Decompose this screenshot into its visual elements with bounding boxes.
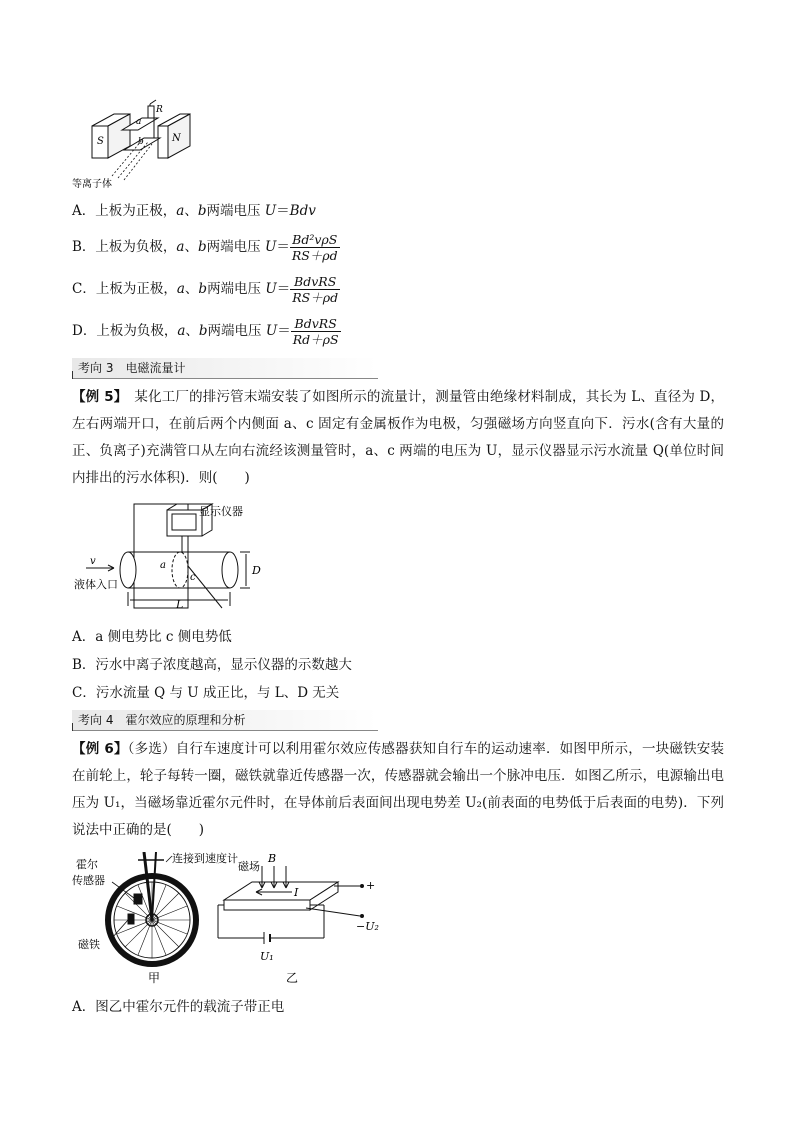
magnet-label: 磁铁 (78, 938, 100, 951)
d-label: D (252, 564, 261, 577)
u2-label: −U₂ (356, 920, 379, 933)
q5-option-c: C．污水流量 Q 与 U 成正比，与 L、D 无关 (72, 685, 340, 701)
v-label: v (90, 556, 96, 567)
q4-option-c: C．上板为正极，a、b两端电压 U＝ $\frac{\text{BdvRS}}{RS+\rho d}$ (72, 274, 339, 305)
flow-meter-figure (72, 496, 272, 618)
a-label: a (136, 117, 142, 127)
i-label: I (294, 886, 299, 899)
header-tick (72, 723, 73, 731)
example-6-tag: 【例 6】 (72, 741, 128, 757)
q4-option-d: D．上板为负极，a、b两端电压 U＝ $\frac{\text{BdvRS}}{Rd+\rho S}$ (72, 316, 339, 347)
hall-effect-figure (72, 852, 392, 992)
l-label: L (176, 598, 184, 611)
b-label: b (138, 137, 144, 147)
plasma-caption: 等离子体 (72, 179, 112, 190)
u1-label: U₁ (260, 950, 274, 963)
example-5-text: 某化工厂的排污管末端安装了如图所示的流量计，测量管由绝缘材料制成，其长为 L、直径为 D，左右两端开口，在前后两个内侧面 a、c 固定有金属板作为电极，匀强磁场方向竖直向下．污水(含有大量的正、负离子)充满管口从左向右流经该测量管时，a、c 两端的电压为 U，显示仪器显示污水流量 Q(单位时间内排出的污水体积)．则( ) (72, 389, 725, 486)
hall-sensor-label-2: 传感器 (72, 874, 105, 887)
a-label: a (160, 560, 166, 571)
q6-option-a: A．图乙中霍尔元件的载流子带正电 (72, 999, 285, 1015)
fraction: $\frac{\text{BdvRS}}{Rd+\rho S}$ (292, 316, 339, 347)
c-label: c (190, 572, 196, 583)
section-3-title: 考向 3 电磁流量计 (78, 361, 186, 375)
hall-sensor-label-1: 霍尔 (76, 858, 98, 871)
b-label: B (268, 852, 277, 865)
plus-label: + (366, 879, 376, 892)
q4-option-b: B．上板为负极，a、b两端电压 U＝ $\frac{\text{Bd²vρS}}{RS+\rho d}$ (72, 232, 338, 263)
display-label: 显示仪器 (199, 505, 243, 518)
q5-option-a: A．a 侧电势比 c 侧电势低 (72, 629, 232, 645)
example-6-stem (72, 736, 724, 844)
field-label: 磁场 (238, 860, 260, 873)
section-4-header (72, 710, 378, 731)
fraction: $\frac{\text{Bd²vρS}}{RS+\rho d}$ (291, 232, 338, 263)
connect-label: 连接到速度计 (172, 852, 238, 865)
caption-jia: 甲 (148, 971, 161, 985)
q4-option-a: A．上板为正极，a、b两端电压 U＝Bdv (72, 203, 316, 219)
section-4-title: 考向 4 霍尔效应的原理和分析 (78, 713, 246, 727)
example-6-text: （多选）自行车速度计可以利用霍尔效应传感器获知自行车的运动速率．如图甲所示，一块磁铁安装在前轮上，轮子每转一圈，磁铁就靠近传感器一次，传感器就会输出一个脉冲电压．如图乙所示，电源输出电压为 U₁，当磁场靠近霍尔元件时，在导体前后表面间出现电势差 U₂(前表面的电势低于后表面的电势)．下列说法中正确的是( ) (72, 741, 725, 838)
s-label: S (97, 136, 104, 147)
q5-option-b: B．污水中离子浓度越高，显示仪器的示数越大 (72, 657, 352, 673)
example-5-stem (72, 384, 724, 492)
example-5-tag: 【例 5】 (72, 389, 121, 405)
plasma-generator-figure (72, 96, 202, 192)
r-label: R (156, 105, 163, 115)
fraction: $\frac{\text{BdvRS}}{RS+\rho d}$ (292, 274, 339, 305)
inlet-label: 液体入口 (74, 578, 118, 591)
caption-yi: 乙 (286, 971, 299, 985)
n-label: N (172, 133, 181, 144)
section-3-header (72, 358, 378, 379)
header-tick (72, 371, 73, 379)
